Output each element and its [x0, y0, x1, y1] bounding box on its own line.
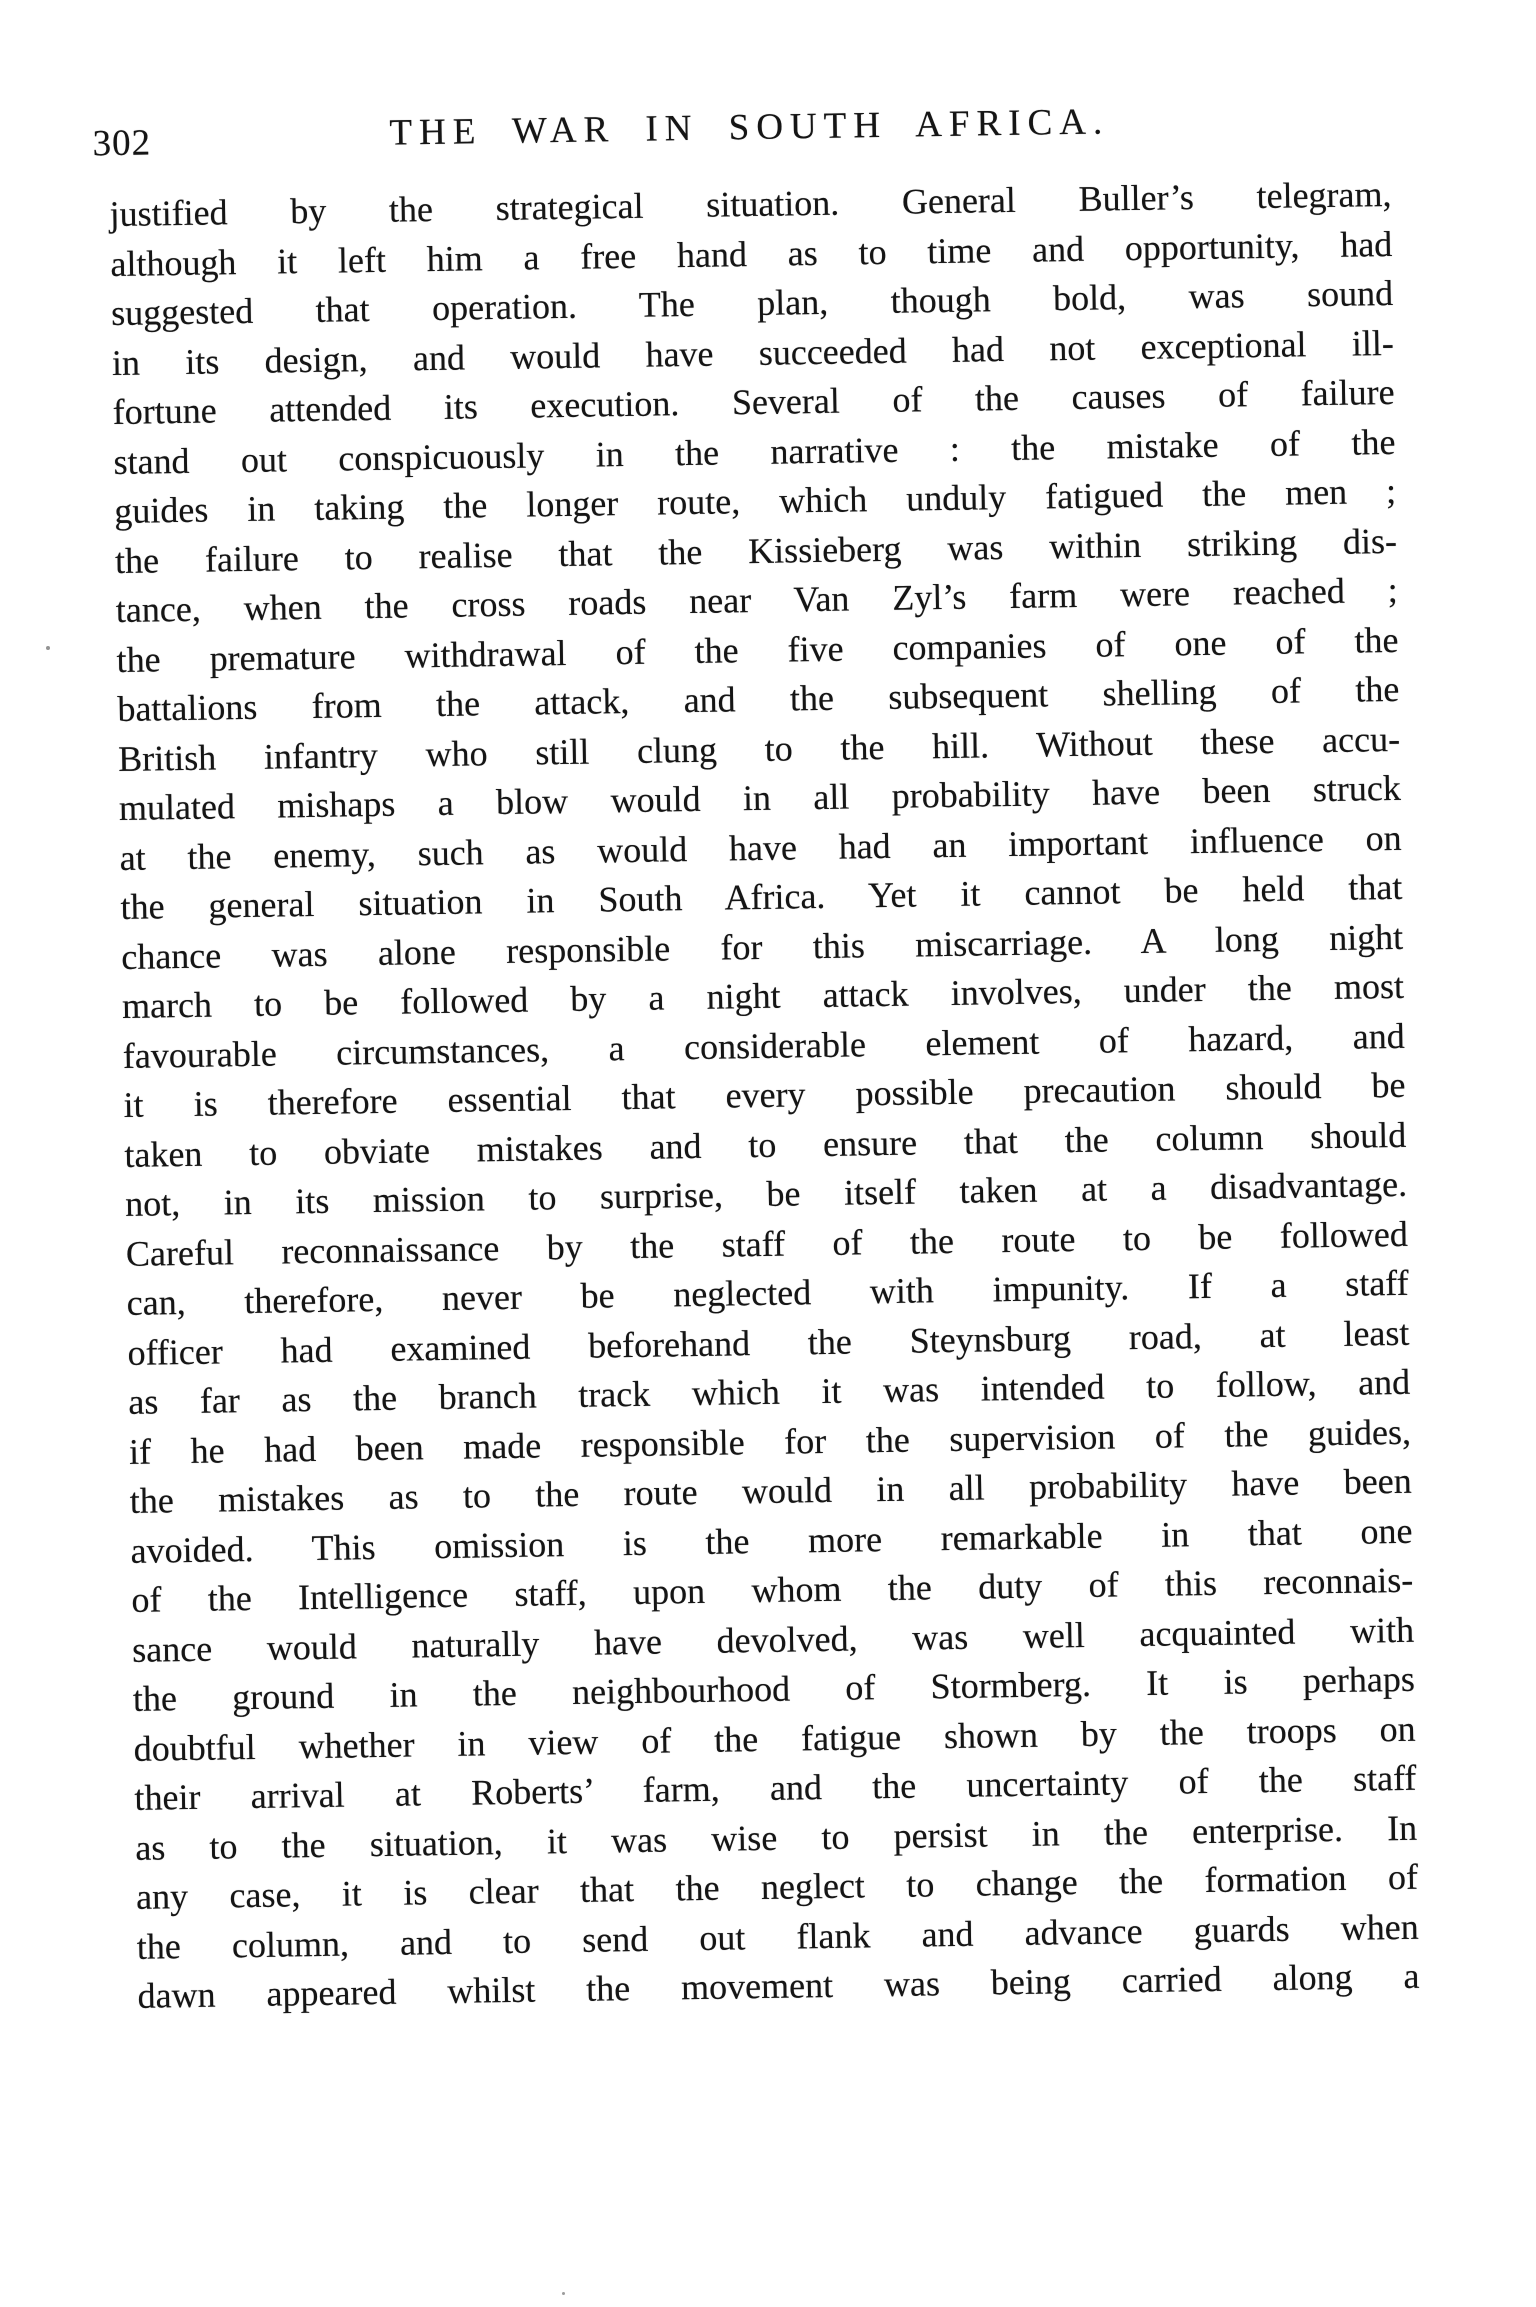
- text-line: it is therefore essential that every possible precaution should be: [123, 1064, 1406, 1125]
- text-line: of the Intelligence staff, upon whom the duty of this reconnais-: [131, 1559, 1414, 1620]
- text-line: the column, and to send out flank and advance guards when: [136, 1906, 1419, 1967]
- text-line: their arrival at Roberts’ farm, and the uncertainty of the staff: [134, 1757, 1417, 1818]
- text-line: suggested that operation. The plan, though bold, was sound: [110, 272, 1394, 334]
- text-line: the ground in the neighbourhood of Stormberg. It is perhaps: [132, 1658, 1416, 1719]
- text-line: dawn appeared whilst the movement was being carried along a: [137, 1955, 1420, 2016]
- text-line: the general situation in South Africa. Yet it cannot be held that: [120, 866, 1403, 927]
- page-header: [92, 96, 1391, 166]
- body-text: [109, 170, 1420, 2021]
- text-line: not, in its mission to surprise, be itself taken at a disadvantage.: [124, 1163, 1408, 1224]
- text-line: officer had examined beforehand the Steynsburg road, at least: [127, 1312, 1410, 1373]
- text-line: march to be followed by a night attack involves, under the most: [121, 965, 1405, 1026]
- text-line: the mistakes as to the route would in all probability have been: [129, 1460, 1412, 1521]
- text-line: the failure to realise that the Kissieberg was within striking dis-: [114, 520, 1398, 581]
- text-line: British infantry who still clung to the hill. Without these accu-: [117, 718, 1401, 779]
- page-number: 302: [92, 122, 152, 165]
- text-line: Careful reconnaissance by the staff of the route to be followed: [125, 1213, 1409, 1274]
- text-line: justified by the strategical situation. General Buller’s telegram,: [109, 173, 1392, 235]
- page-title: THE WAR IN SOUTH AFRICA.: [389, 101, 1110, 154]
- text-line: favourable circumstances, a considerable element of hazard, and: [122, 1015, 1405, 1076]
- text-line: battalions from the attack, and the subsequent shelling of the: [117, 668, 1400, 729]
- text-line: although it left him a free hand as to time and opportunity, had: [110, 223, 1393, 284]
- text-line: tance, when the cross roads near Van Zyl’s farm were reached ;: [115, 569, 1398, 631]
- text-line: at the enemy, such as would have had an important influence on: [119, 817, 1402, 878]
- text-line: can, therefore, never be neglected with impunity. If a staff: [126, 1262, 1409, 1323]
- text-line: chance was alone responsible for this miscarriage. A long night: [120, 916, 1404, 977]
- scan-speck: [562, 2292, 565, 2295]
- text-line: fortune attended its execution. Several of the causes of failure: [112, 371, 1395, 433]
- text-line: avoided. This omission is the more remarkable in that one: [130, 1510, 1413, 1571]
- text-line: any case, it is clear that the neglect to change the formation of: [135, 1856, 1419, 1917]
- text-line: if he had been made responsible for the supervision of the guides,: [128, 1411, 1412, 1472]
- text-line: taken to obviate mistakes and to ensure that the column should: [124, 1114, 1407, 1175]
- scan-speck: [46, 646, 50, 650]
- text-line: stand out conspicuously in the narrative : the mistake of the: [113, 421, 1396, 482]
- text-line: the premature withdrawal of the five companies of one of the: [116, 619, 1399, 680]
- text-line: guides in taking the longer route, which unduly fatigued the men ;: [113, 470, 1397, 532]
- page-content: [92, 96, 1420, 2021]
- text-line: as far as the branch track which it was intended to follow, and: [127, 1361, 1411, 1422]
- text-line: as to the situation, it was wise to persist in the enterprise. In: [134, 1807, 1418, 1868]
- text-line: doubtful whether in view of the fatigue shown by the troops on: [133, 1708, 1416, 1769]
- text-line: mulated mishaps a blow would in all probability have been struck: [118, 767, 1402, 828]
- text-line: in its design, and would have succeeded had not exceptional ill-: [111, 322, 1395, 383]
- text-line: sance would naturally have devolved, was well acquainted with: [131, 1609, 1415, 1670]
